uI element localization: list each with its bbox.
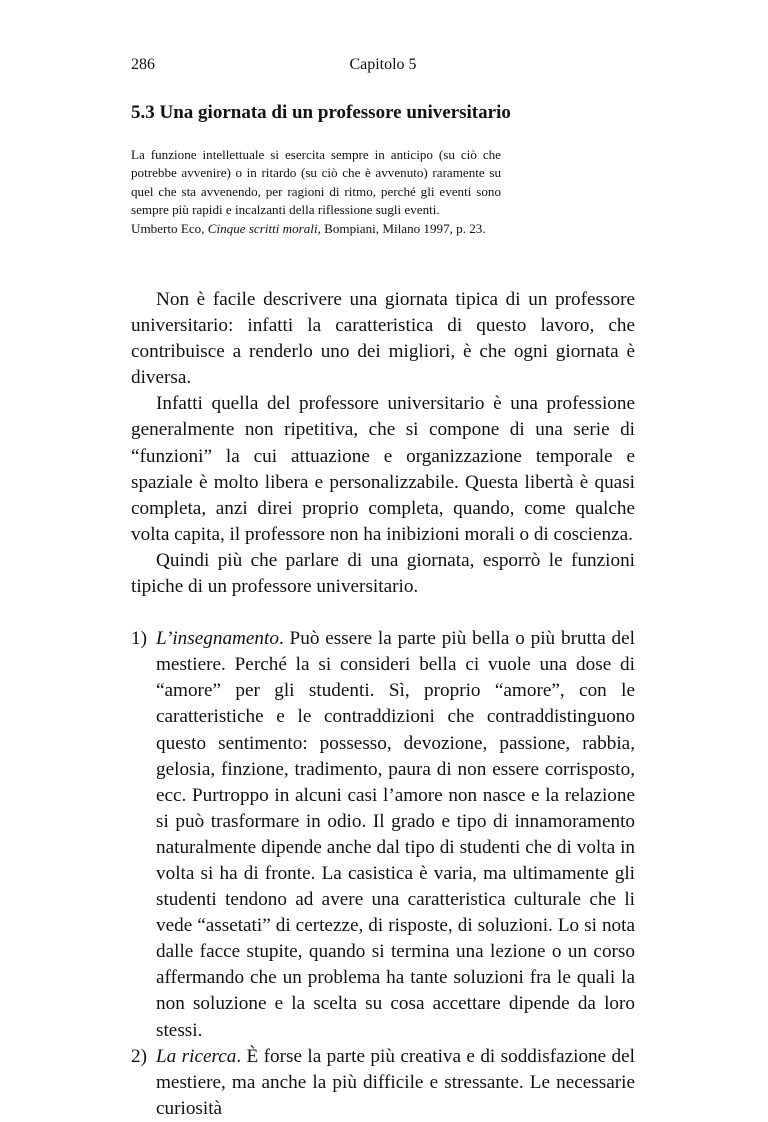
- list-item: [131, 626, 635, 1044]
- page-number: 286: [131, 56, 155, 73]
- section-title: 5.3 Una giornata di un professore universitario: [131, 102, 511, 123]
- running-head: [131, 56, 635, 78]
- citation-book-title: Cinque scritti morali: [207, 220, 318, 236]
- citation-publication: , Bompiani, Milano 1997, p. 23.: [317, 220, 486, 236]
- list-item: [131, 1044, 635, 1122]
- main-text: [131, 287, 635, 1122]
- chapter-label: Capitolo 5: [349, 56, 417, 73]
- spacer: [131, 600, 635, 626]
- functions-list: [131, 626, 635, 1122]
- list-item-title: La ricerca: [156, 1045, 237, 1067]
- list-item-text: . È forse la parte più creativa e di soddisfazione del mestiere, ma anche la più difficile e stressante. Le necessarie curiosità: [156, 1045, 635, 1119]
- citation-author: Umberto Eco,: [131, 220, 208, 236]
- list-item-title: L’insegnamento: [156, 628, 279, 650]
- list-item-number: 1): [131, 628, 147, 650]
- list-item-text: . Può essere la parte più bella o più brutta del mestiere. Perché la si consideri bella ci vuole una dose di “amore” per gli studenti. Sì, proprio “amore”, con le caratteristiche e le contraddizioni che contraddistinguono questo sentimento: possesso, devozione, passione, rabbia, gelosia, finzione, tradimento, paura di non essere corrisposto, ecc. Purtroppo in alcuni casi l’amore non nasce e la relazione si può trasformare in odio. Il grado e tipo di innamoramento naturalmente dipende anche dal tipo di studenti che di volta in volta si ha di fronte. La casistica è varia, ma ultimamente gli studenti tendono ad avere una caratteristica culturale che li vede “assetati” di certezze, di risposte, di soluzioni. Lo si nota dalle facce stupite, quando si termina una lezione o un corso affermando che un problema ha tante soluzioni fra le quali la non soluzione e la scelta su cosa accettare dipende da loro stessi.: [156, 628, 635, 1041]
- paragraph: Quindi più che parlare di una giornata, esporrò le funzioni tipiche di un professore universitario.: [131, 549, 635, 598]
- epigraph-citation: [131, 220, 501, 238]
- epigraph-quote: La funzione intellettuale si esercita sempre in anticipo (su ciò che potrebbe avvenire) o in ritardo (su ciò che è avvenuto) raramente su quel che sta avvenendo, per ragioni di ritmo, perché gli eventi sono sempre più rapidi e incalzanti della riflessione sugli eventi.: [131, 147, 501, 218]
- paragraph: Infatti quella del professore universitario è una professione generalmente non ripetitiva, che si compone di una serie di “funzioni” la cui attuazione e organizzazione temporale e spaziale è molto libera e personalizzabile. Questa libertà è quasi completa, anzi direi proprio completa, quando, come qualche volta capita, il professore non ha inibizioni morali o di coscienza.: [131, 393, 635, 545]
- epigraph: [131, 146, 501, 238]
- list-item-number: 2): [131, 1045, 147, 1067]
- paragraph: Non è facile descrivere una giornata tipica di un professore universitario: infatti la caratteristica di questo lavoro, che contribuisce a renderlo uno dei migliori, è che ogni giornata è diversa.: [131, 289, 635, 389]
